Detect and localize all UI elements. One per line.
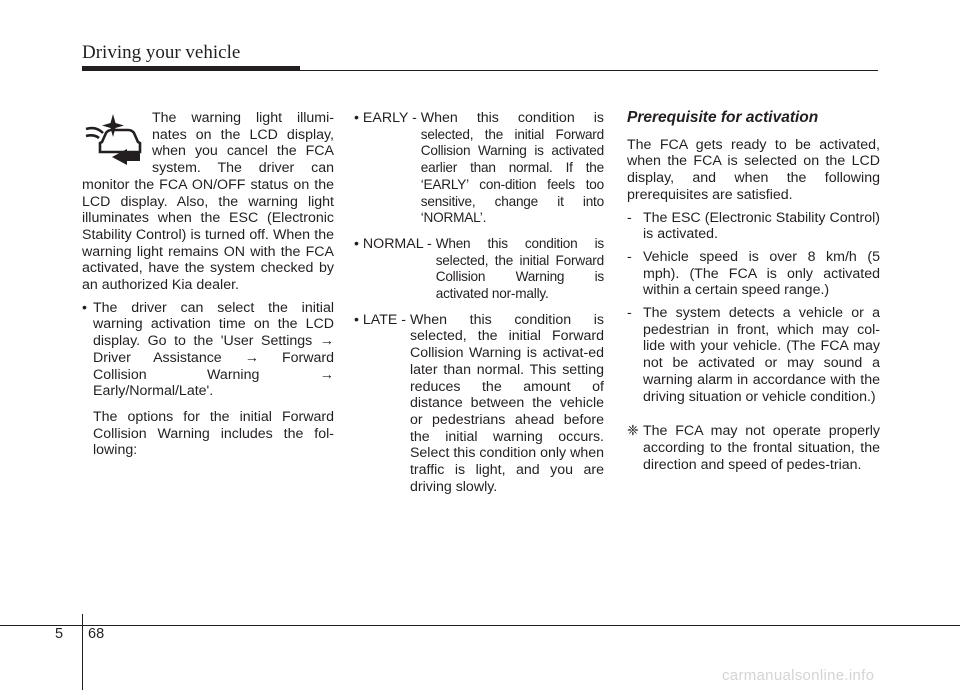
option-normal-label: • NORMAL - — [354, 235, 436, 252]
option-late-first-line: When this condition is — [409, 311, 604, 328]
prerequisite-item — [627, 210, 880, 243]
prerequisite-item-text: The system detects a vehicle or a pedestrian in front, which may col-lide with your vehicle. (The FCA may not be activated or may sound a warning alarm in accordance with the driving situation or vehicle condition.) — [643, 305, 880, 405]
option-early — [354, 110, 604, 227]
bullet-text: The driver can select the initial warning activation time on the LCD display. Go to the 'User Settings → Driver Assistance → Forward Collision Warning → Early/Normal/Late'. — [93, 299, 334, 400]
bullet-mark: • — [82, 299, 87, 316]
options-paragraph: The options for the initial Forward Collision Warning includes the fol-lowing: — [93, 408, 334, 459]
page-header-title: Driving your vehicle — [82, 42, 241, 63]
option-late-label: • LATE - — [354, 311, 410, 328]
prerequisite-item-text: The ESC (Electronic Stability Control) is activated. — [643, 209, 880, 243]
dash-mark: - — [627, 209, 632, 226]
dash-mark: - — [627, 305, 632, 322]
section-subheading: Prerequisite for activation — [627, 109, 819, 126]
column-right — [627, 110, 880, 473]
option-normal-first-line: When this condition is — [435, 235, 604, 251]
column-left — [82, 110, 334, 459]
watermark: carmanualsonline.info — [722, 667, 875, 684]
note-item — [627, 423, 880, 473]
column-middle — [354, 110, 604, 504]
bullet-item — [82, 300, 334, 400]
option-early-text: selected, the initial Forward Collision Warning is activated earlier than normal. If the ‘EARLY’ con-dition feels too sensitive, change it into ‘NORMAL’. — [420, 126, 604, 226]
footer-crop-mark — [82, 614, 83, 690]
page-number: 68 — [88, 626, 105, 642]
footer-rule — [0, 625, 960, 626]
section-number: 5 — [55, 626, 64, 642]
prerequisite-item-text: Vehicle speed is over 8 km/h (5 mph). (The FCA is only activated within a certain speed range.) — [643, 248, 880, 299]
option-normal-text: selected, the initial Forward Collision Warning is activated nor-mally. — [435, 252, 604, 302]
prerequisite-intro: The FCA gets ready to be activated, when the FCA is selected on the LCD display, and when the following prerequisites are satisfied. — [627, 136, 880, 203]
option-early-label: • EARLY - — [354, 110, 421, 126]
prerequisite-item — [627, 305, 880, 405]
note-text: The FCA may not operate properly according to the frontal situation, the direction and speed of pedes-trian. — [643, 423, 880, 473]
option-normal — [354, 236, 604, 303]
warning-light-paragraph: The warning light illumi-nates on the LCD display, when you cancel the FCA system. The driver can monitor the FCA ON/OFF status on the LCD display. Also, the warning light illuminates when the ESC (Electronic Stability Control) is turned off. When the warning light remains ON with the FCA activated, have the system checked by an authorized Kia dealer. — [82, 110, 334, 294]
option-early-first-line: When this condition is — [420, 110, 604, 126]
prerequisite-item — [627, 249, 880, 299]
dash-mark: - — [627, 248, 632, 265]
fca-warning-light-icon — [82, 112, 144, 166]
option-late-text: selected, the initial Forward Collision Warning is activat-ed later than normal. This setting reduces the amount of distance between the vehicle or pedestrians ahead before the initial warning occurs. Select this condition only when traffic is light, and you are driving slowly. — [409, 328, 604, 495]
option-late — [354, 312, 604, 496]
header-bar — [82, 66, 300, 71]
header-rule — [300, 70, 878, 71]
note-mark-icon: ❈ — [627, 423, 639, 440]
